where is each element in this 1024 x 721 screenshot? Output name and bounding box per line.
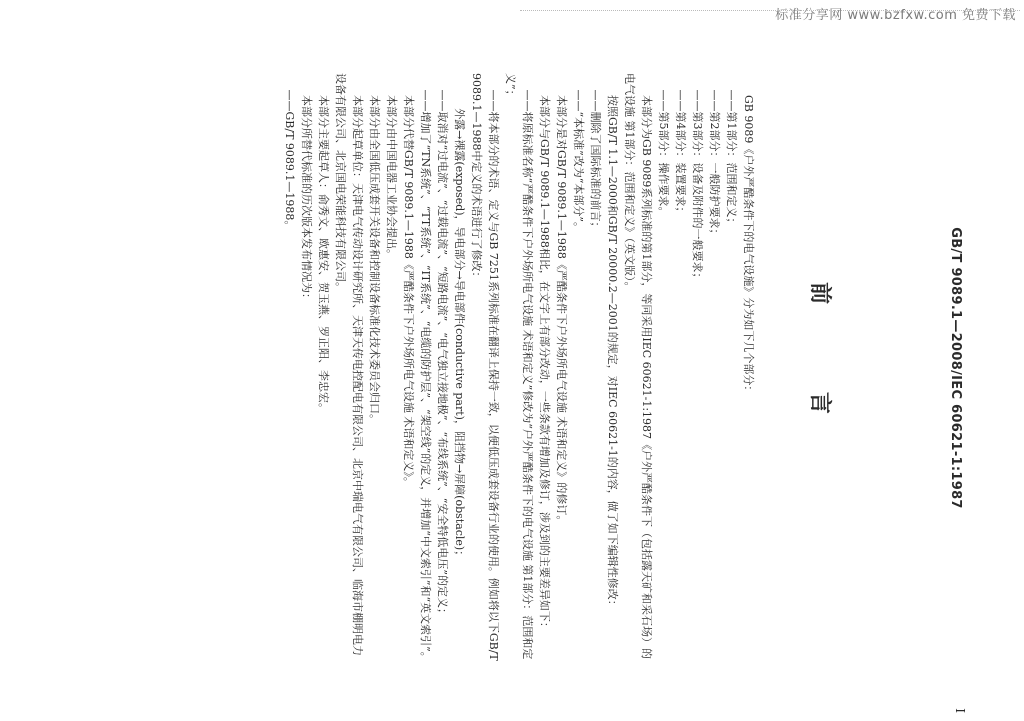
list-item: ——GB/T 9089.1—1988。 — [283, 89, 296, 232]
list-item: ——将原标准名称“严酷条件下户外场所电气设施 术语和定义”修改为“户外严酷条件下的电气设施 第1部分：范围和定义”； — [504, 73, 534, 660]
paragraph: 本部分所替代标准的历次版本发布情况为： — [300, 95, 313, 304]
paragraph: 本部分主要起草人：俞秀文、欧惠安、贺玉燕、罗正阳、李忠宏。 — [317, 95, 330, 414]
page-number: I — [953, 708, 967, 713]
list-item: ——第2部分：一般防护要求； — [708, 89, 721, 240]
list-item: ——将本部分的术语、定义与GB 7251系列标准在翻译上保持一致，以便低压成套设备行业的使用。例如将以下GB/T 9089.1—1988中定义的术语进行了修改： — [470, 73, 500, 661]
scanned-page — [47, 63, 977, 713]
foreword-title: 前 言 — [807, 282, 832, 454]
list-item: ——第1部分：范围和定义； — [725, 89, 738, 229]
paragraph: 本部分起草单位：天津电气传动设计研究所、天津天传电控配电有限公司、北京中瑞电气有限公司、临海市棚明电力设备有限公司、北京国电荣能科技有限公司。 — [334, 73, 364, 656]
standard-number: GB/T 9089.1—2008/IEC 60621-1:1987 — [948, 227, 963, 509]
top-dotted-line — [520, 10, 1020, 11]
list-item: ——增加了“TN系统”、“TT系统”、“IT系统”、“电缆的防护层”、“架空线”的定义，并增加“中文索引”和“英文索引”。 — [419, 89, 432, 663]
paragraph: 本部分由中国电器工业协会提出。 — [385, 95, 398, 260]
list-item: ——第5部分：操作要求。 — [657, 89, 670, 218]
list-item: 外露→裸露(exposed)，导电部分→导电部件(conductive part)，阻挡物→屏障(obstacle)； — [453, 108, 466, 562]
paragraph: 本部分与GB/T 9089.1—1988相比，在文字上有部分改动，一些条款有增加及修订，涉及到的主要差异如下： — [538, 95, 551, 633]
foreword-body — [281, 73, 757, 663]
list-item: ——第3部分：设备及附件的一般要求； — [691, 89, 704, 284]
list-item: ——取消对“过电流”、“过载电流”、“短路电流”、“电气独立接地极”、“布线系统”、“安全特低电压”的定义； — [436, 89, 449, 619]
paragraph: 按照GB/T 1.1—2000和GB/T 20000.2—2001的规定，对IEC 60621-1的内容，做了如下编辑性修改： — [606, 95, 619, 611]
paragraph: 本部分代替GB/T 9089.1—1988《严酷条件下户外场所电气设施 术语和定义》。 — [402, 95, 415, 488]
paragraph: 本部分是对GB/T 9089.1—1988《严酷条件下户外场所电气设施 术语和定义》的修订。 — [555, 95, 568, 527]
paragraph: 本部分由全国低压成套开关设备和控制设备标准化技术委员会归口。 — [368, 95, 381, 425]
list-item: ——删除了国际标准的前言； — [589, 89, 602, 233]
list-item: ——第4部分：装置要求； — [674, 89, 687, 218]
paragraph: 本部分为GB 9089系列标准的第1部分，等同采用IEC 60621-1:1987《户外严酷条件下（包括露天矿和采石场）的电气设施 第1部分：范围和定义》（英文版）。 — [623, 73, 653, 660]
list-item: ——“本标准”改为“本部分”。 — [572, 89, 585, 233]
paragraph: GB 9089《户外严酷条件下的电气设施》分为如下几个部分： — [742, 95, 755, 397]
watermark-text: 标准分享网 www.bzfxw.com 免费下载 — [775, 8, 1016, 23]
